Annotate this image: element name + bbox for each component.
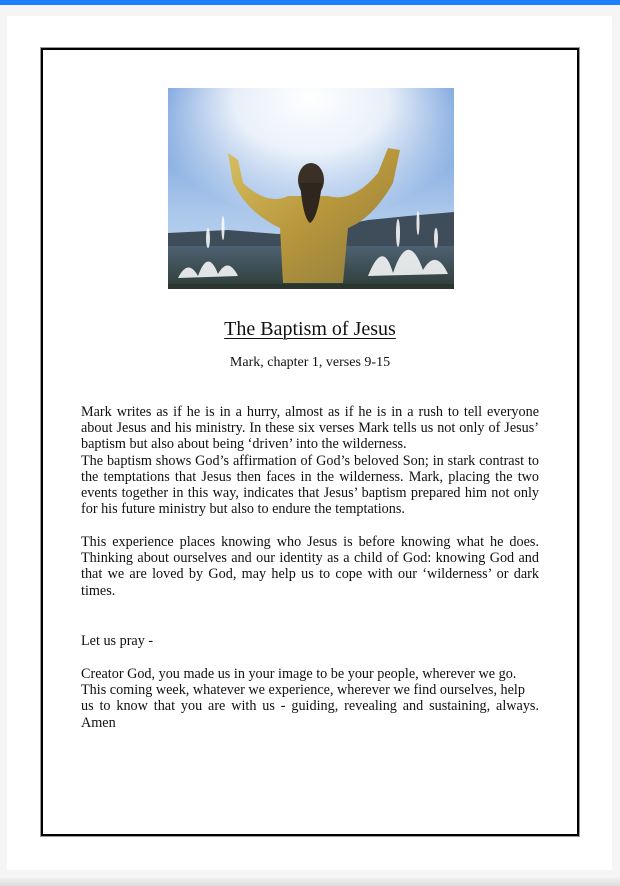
prayer-line-3: us to know that you are with us - guiding, revealing and sustaining, always. xyxy=(81,698,539,715)
document-page xyxy=(7,16,612,870)
paragraph-1: Mark writes as if he is in a hurry, almost as if he is in a rush to tell everyone about Jesus and his ministry. In these six verses Mark tells us not only of Jesus’ baptism but also about being ‘driven’ into the wilderness. xyxy=(81,404,539,453)
reflection-paragraph-3-block xyxy=(81,534,539,599)
prayer-block xyxy=(81,666,539,731)
prayer-intro-block xyxy=(81,633,539,649)
bottom-scroll-shadow xyxy=(0,878,620,886)
baptism-photo xyxy=(168,88,454,289)
scripture-reference: Mark, chapter 1, verses 9-15 xyxy=(229,355,391,370)
prayer-intro: Let us pray - xyxy=(81,633,154,649)
paragraph-3: This experience places knowing who Jesus is before knowing what he does. Thinking about ourselves and our identity as a child of God: knowing God and that we are loved by God, may help us to cope with our ‘wilderness’ or dark times. xyxy=(81,534,539,599)
paragraph-2: The baptism shows God’s affirmation of God’s beloved Son; in stark contrast to the temptations that Jesus then faces in the wilderness. Mark, placing the two events together in this way, indicates that Jesus’ baptism prepared him not only for his future ministry but also to endure the temptations. xyxy=(81,452,539,518)
prayer-line-1: Creator God, you made us in your image to be your people, wherever we go. xyxy=(81,666,517,682)
prayer-line-2: This coming week, whatever we experience, wherever we find ourselves, help xyxy=(81,682,525,699)
baptism-photo-icon xyxy=(168,88,454,289)
top-accent-bar xyxy=(0,0,620,5)
prayer-amen: Amen xyxy=(81,714,116,731)
reflection-paragraphs-1-2 xyxy=(81,404,539,517)
document-title: The Baptism of Jesus xyxy=(224,318,396,340)
page-border-frame xyxy=(41,48,579,836)
